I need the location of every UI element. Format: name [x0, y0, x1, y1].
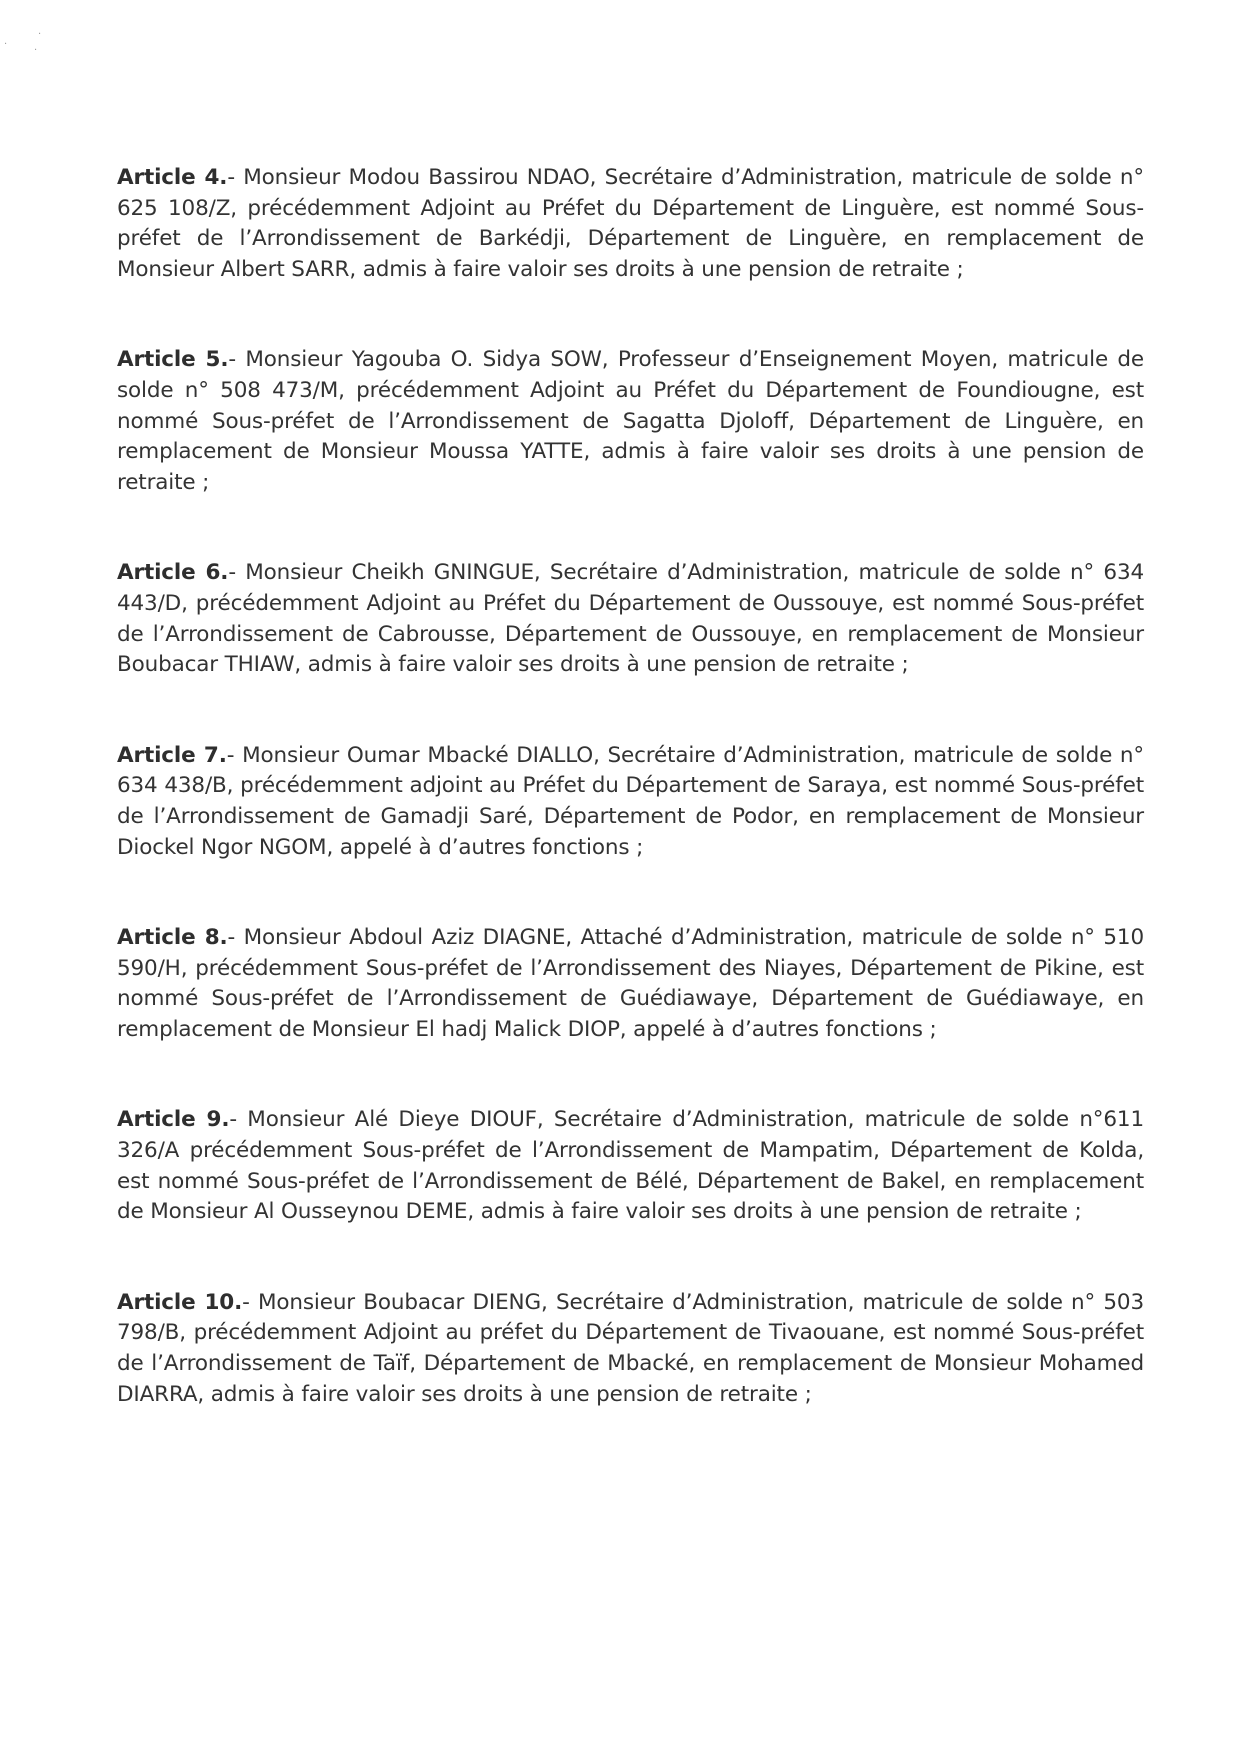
article-text: - Monsieur Cheikh GNINGUE, Secrétaire d’Administration, matricule de solde n° 634 443/D, précédemment Adjoint au Préfet du Département de Oussouye, est nommé Sous-préfet de l’Arrondissement de Cabrousse, Département de Oussouye, en remplacement de Monsieur Boubacar THIAW, admis à faire valoir ses droits à une pension de retraite ; — [117, 560, 1145, 678]
article-7 — [117, 741, 1144, 863]
article-text: - Monsieur Boubacar DIENG, Secrétaire d’Administration, matricule de solde n° 503 798/B, précédemment Adjoint au préfet du Département de Tivaouane, est nommé Sous-préfet de l’Arrondissement de Taïf, Département de Mbacké, en remplacement de Monsieur Mohamed DIARRA, admis à faire valoir ses droits à une pension de retraite ; — [117, 1289, 1144, 1407]
article-10 — [117, 1288, 1144, 1410]
article-label: Article 9. — [117, 1107, 230, 1133]
article-text: - Monsieur Abdoul Aziz DIAGNE, Attaché d’Administration, matricule de solde n° 510 590/H, précédemment Sous-préfet de l’Arrondissement des Niayes, Département de Pikine, est nommé Sous-préfet de l’Arrondissement de Guédiawaye, Département de Guédiawaye, en remplacement de Monsieur El hadj Malick DIOP, appelé à d’autres fonctions ; — [117, 925, 1144, 1042]
article-text: - Monsieur Alé Dieye DIOUF, Secrétaire d’Administration, matricule de solde n°611 326/A précédemment Sous-préfet de l’Arrondissement de Mampatim, Département de Kolda, est nommé Sous-préfet de l’Arrondissement de Bélé, Département de Bakel, en remplacement de Monsieur Al Ousseynou DEME, admis à faire valoir ses droits à une pension de retraite ; — [117, 1107, 1144, 1225]
scan-speck: · — [38, 29, 42, 40]
article-label: Article 4. — [117, 165, 228, 190]
article-4 — [117, 163, 1144, 285]
article-label: Article 7. — [117, 742, 227, 768]
article-label: Article 8. — [117, 925, 228, 951]
article-9 — [117, 1105, 1144, 1227]
article-8 — [117, 923, 1144, 1045]
articles-list — [117, 163, 1144, 1410]
article-label: Article 6. — [117, 560, 229, 586]
scan-speck: · — [34, 45, 38, 56]
article-5 — [117, 345, 1144, 498]
article-6 — [117, 558, 1144, 680]
article-text: - Monsieur Modou Bassirou NDAO, Secrétaire d’Administration, matricule de solde n° 625 108/Z, précédemment Adjoint au Préfet du Département de Linguère, est nommé Sous-préfet de l’Arrondissement de Barkédji, Département de Linguère, en remplacement de Monsieur Albert SARR, admis à faire valoir ses droits à une pension de retraite ; — [117, 165, 1145, 282]
article-text: - Monsieur Yagouba O. Sidya SOW, Professeur d’Enseignement Moyen, matricule de solde n° 508 473/M, précédemment Adjoint au Préfet du Département de Foundiougne, est nommé Sous-préfet de l’Arrondissement de Sagatta Djoloff, Département de Linguère, en remplacement de Monsieur Moussa YATTE, admis à faire valoir ses droits à une pension de retraite ; — [117, 347, 1144, 495]
article-label: Article 10. — [117, 1289, 243, 1315]
article-label: Article 5. — [117, 347, 229, 373]
scan-speck: · — [4, 39, 8, 50]
article-text: - Monsieur Oumar Mbacké DIALLO, Secrétaire d’Administration, matricule de solde n° 634 438/B, précédemment adjoint au Préfet du Département de Saraya, est nommé Sous-préfet de l’Arrondissement de Gamadji Saré, Département de Podor, en remplacement de Monsieur Diockel Ngor NGOM, appelé à d’autres fonctions ; — [117, 742, 1144, 860]
